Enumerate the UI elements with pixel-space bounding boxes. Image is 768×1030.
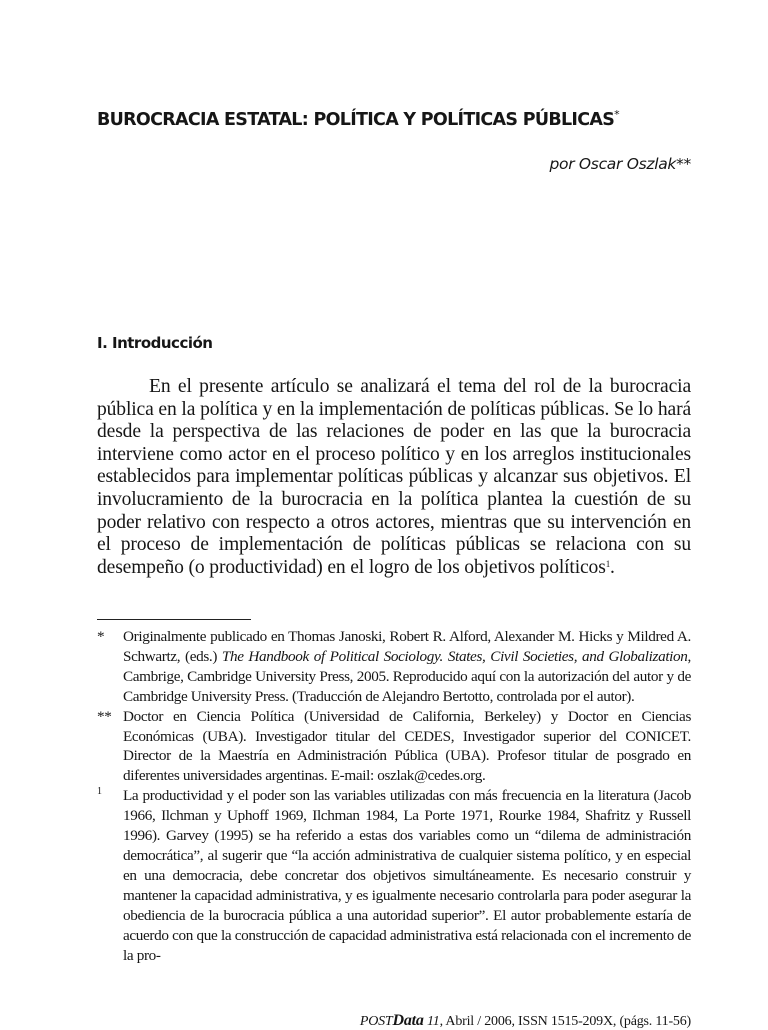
footnote-mark: * — [97, 628, 105, 645]
footnote-text-part: Originalmente publicado en Thomas Janoski, Robert R. Alford, Alexander M. Hicks y Mildred A. Schwartz, (eds.) — [123, 628, 691, 665]
footnote-text: Doctor en Ciencia Política (Universidad de California, Berkeley) y Doctor en Ciencias Económicas (UBA). Investigador titular del CEDES, Investigador superior del CONICET. Director de la Maestría en Administración Pública (UBA). Profesor titular de posgrado en diferentes universidades argentinas. E-mail: oszlak@cedes.org. — [123, 707, 691, 785]
journal-name-post: POST — [359, 1014, 393, 1029]
footnote-item — [97, 707, 691, 787]
footnote-text-part: , Cambrige, Cambridge University Press, 2005. Reproducido aquí con la autorización del autor y de Cambridge University Press. (Traducción de Alejandro Bertotto, controlada por el autor). — [123, 647, 691, 705]
article-title — [97, 108, 697, 130]
intro-paragraph — [97, 376, 691, 579]
running-footer — [360, 1012, 691, 1030]
footnotes — [97, 627, 691, 965]
footnote-book-title: The Handbook of Political Sociology. States, Civil Societies, and Globalization — [221, 647, 688, 665]
footnote-mark: 1 — [97, 786, 102, 798]
article-author: por Oscar Oszlak** — [549, 155, 691, 173]
article-title-text: BUROCRACIA ESTATAL: POLÍTICA Y POLÍTICAS PÚBLICAS — [97, 109, 615, 130]
footnote-mark: ** — [97, 707, 112, 725]
footnote-item — [97, 627, 691, 707]
paragraph-end: . — [610, 556, 615, 578]
journal-details: , Abril / 2006, ISSN 1515-209X, (págs. 11-56) — [439, 1014, 691, 1029]
footnote-divider — [97, 619, 251, 620]
footnote-ref-1: 1 — [605, 558, 611, 569]
footnote-item — [97, 786, 691, 965]
section-heading: I. Introducción — [97, 334, 213, 352]
title-footnote-mark: * — [614, 108, 620, 121]
footnote-text — [123, 627, 691, 707]
journal-issue: 11 — [427, 1014, 440, 1029]
footnote-text: La productividad y el poder son las variables utilizadas con más frecuencia en la literatura (Jacob 1966, Ilchman y Uphoff 1969, Ilchman 1984, La Porte 1971, Rourke 1984, Shafritz y Russell 1996). Garvey (1995) se ha referido a estas dos variables como un “dilema de administración democrática”, al sugerir que “la acción administrativa de cualquier sistema político, y en especial en una democracia, debe concretar dos objetivos simultáneamente. Es necesario construir y mantener la capacidad administrativa, y es igualmente necesario controlarla para poder asegurar la obediencia de la burocracia pública a una autoridad superior”. El autor probablemente estaría de acuerdo con que la construcción de capacidad administrativa está relacionada con el incremento de la pro- — [123, 787, 691, 964]
journal-name-data: Data — [392, 1012, 424, 1029]
intro-paragraph-text: En el presente artículo se analizará el tema del rol de la burocracia pública en la política y en la implementación de políticas públicas. Se lo hará desde la perspectiva de las relaciones de poder en las que la burocracia interviene como actor en el proceso político y en los arreglos institucionales establecidos para implementar políticas públicas y alcanzar sus objetivos. El involucramiento de la burocracia en la política plantea la cuestión de su poder relativo con respecto a otros actores, mientras que su intervención en el proceso de implementación de políticas públicas se relaciona con su desempeño (o productividad) en el logro de los objetivos políticos — [97, 376, 691, 578]
